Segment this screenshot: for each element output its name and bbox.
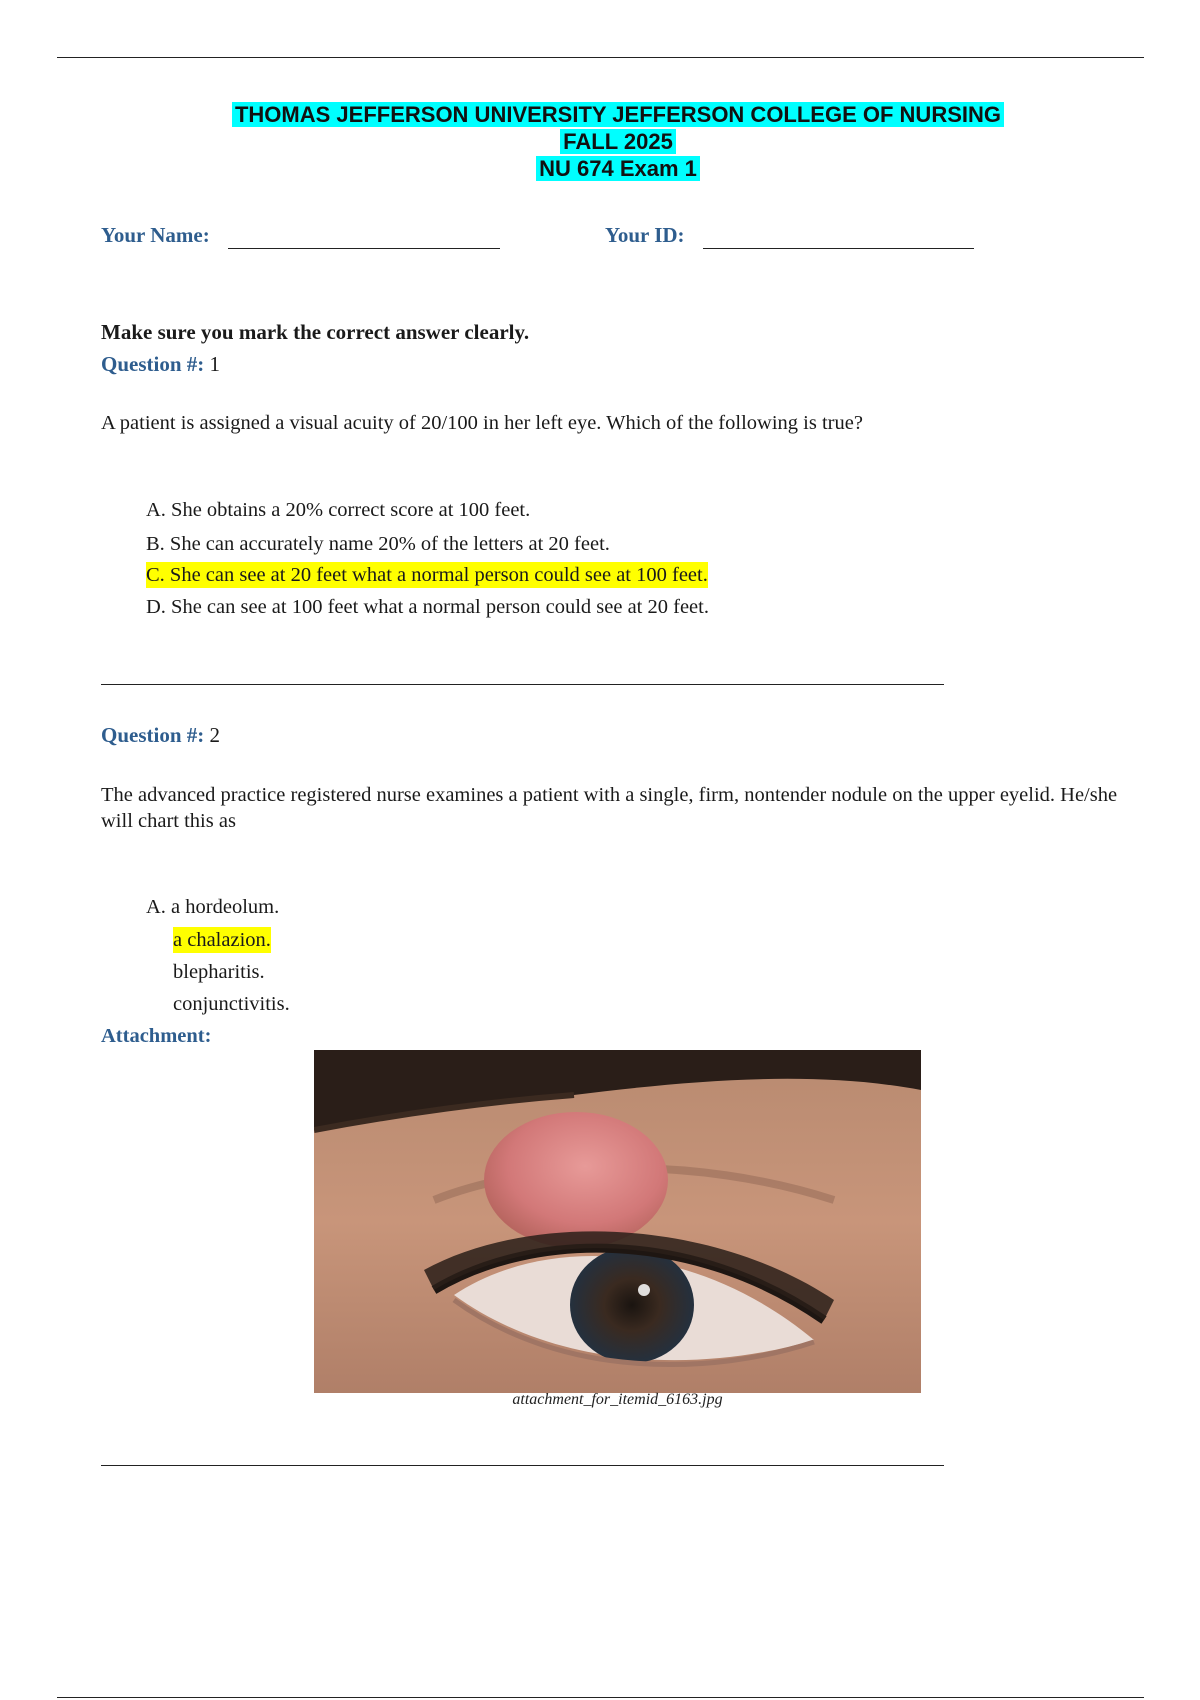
attachment-caption: attachment_for_itemid_6163.jpg: [512, 1391, 723, 1408]
bottom-rule: [57, 1697, 1144, 1698]
header-line-3: NU 674 Exam 1: [0, 155, 1200, 182]
q2-option-c[interactable]: blepharitis.: [173, 961, 265, 983]
header-line-2: FALL 2025: [0, 128, 1200, 155]
question-2-text: The advanced practice registered nurse examines a patient with a single, firm, nontender nodule on the upper eyelid. He/she will chart this as: [101, 784, 1118, 832]
attachment-label: Attachment:: [101, 1025, 212, 1047]
q1-option-a[interactable]: A. She obtains a 20% correct score at 100 feet.: [146, 499, 531, 521]
question-divider: [101, 684, 944, 685]
instructions: Make sure you mark the correct answer clearly.: [101, 320, 530, 344]
q2-option-b[interactable]: a chalazion.: [173, 929, 271, 951]
question-number: 2: [209, 723, 221, 747]
header-line-1: THOMAS JEFFERSON UNIVERSITY JEFFERSON COLLEGE OF NURSING: [0, 101, 1200, 128]
id-label: Your ID:: [605, 223, 685, 247]
q1-option-c[interactable]: C. She can see at 20 feet what a normal person could see at 100 feet.: [146, 564, 708, 586]
name-label: Your Name:: [101, 223, 210, 247]
q2-option-a[interactable]: A. a hordeolum.: [146, 896, 280, 918]
question-1-text: A patient is assigned a visual acuity of 20/100 in her left eye. Which of the following is true?: [101, 412, 863, 434]
attachment-image: [314, 1050, 921, 1393]
question-1-heading: [101, 352, 220, 377]
name-field[interactable]: [228, 248, 500, 249]
id-field[interactable]: [703, 248, 974, 249]
question-divider: [101, 1465, 944, 1466]
question-label: Question #:: [101, 723, 205, 747]
q2-option-d[interactable]: conjunctivitis.: [173, 993, 290, 1015]
top-rule: [57, 57, 1144, 58]
q1-option-d[interactable]: D. She can see at 100 feet what a normal person could see at 20 feet.: [146, 596, 709, 618]
question-label: Question #:: [101, 352, 205, 376]
q1-option-b[interactable]: B. She can accurately name 20% of the letters at 20 feet.: [146, 533, 610, 555]
question-number: 1: [209, 352, 221, 376]
question-2-heading: [101, 723, 220, 748]
